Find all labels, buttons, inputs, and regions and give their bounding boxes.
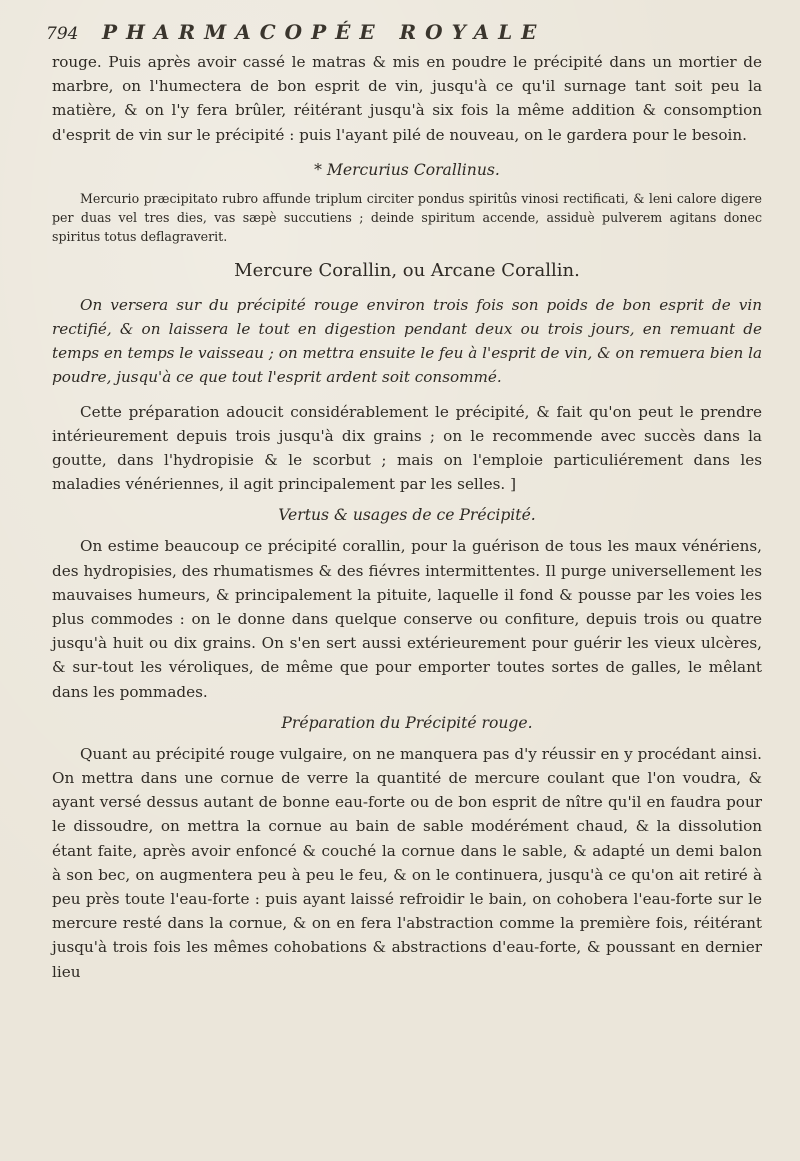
paragraph-preparation: Quant au précipité rouge vulgaire, on ne manquera pas d'y réussir en y procédant ainsi. On mettra dans une cornue de verre la quantité de mercure coulant que l'on voudra, & ayant versé dessus autant de bonne eau-forte ou de bon esprit de nître qu'il en faudra pour le dissoudre, on mettra la cornue au bain de sable modérément chaud, & la dissolution étant faite, après avoir enfoncé & couché la cornue dans le sable, & adapté un demi balon à son bec, on augmentera peu à peu le feu, & on le continuera, jusqu'à ce qu'on ait retiré à peu près toute l'eau-forte : puis ayant laissé refroidir le bain, on cohobera l'eau-forte sur le mercure resté dans la cornue, & on en fera l'abstraction comme la première fois, réitérant jusqu'à trois fois les mêmes cohobations & abstractions d'eau-forte, & poussant en dernier lieu: [52, 744, 762, 981]
heading-mercurius-corallinus: * Mercurius Corallinus.: [314, 160, 500, 179]
running-title: PHARMACOPÉE ROYALE: [102, 20, 546, 44]
heading-vertus: Vertus & usages de ce Précipité.: [278, 506, 536, 525]
italic-recipe: On versera sur du précipité rouge environ trois fois son poids de bon esprit de vin rectifié, & on laissera le tout en digestion pendant deux ou trois jours, en remuant de temps en temps le vaisseau ; on mettra ensuite le feu à l'esprit de vin, & on remuera bien la poudre, jusqu'à ce que tout l'esprit ardent soit consommé.: [52, 295, 762, 387]
paragraph-vertus: On estime beaucoup ce précipité corallin, pour la guérison de tous les maux vénériens, des hydropisies, des rhumatismes & des fiévres intermittentes. Il purge universellement les mauvaises humeurs, & principalement la pituite, laquelle il fond & pousse par les voies les plus commodes : on le donne dans quelque conserve ou confiture, depuis trois ou quatre jusqu'à huit ou dix grains. On s'en sert aussi extérieurement pour guérir les vieux ulcères, & sur-tout les véroliques, de même que pour emporter toutes sortes de galles, le mêlant dans les pommades.: [52, 537, 762, 701]
heading-preparation: Préparation du Précipité rouge.: [281, 713, 533, 732]
latin-recipe: Mercurio præcipitato rubro affunde triplum circiter pondus spiritûs vinosi rectificati, & leni calore digere per duas vel tres dies, vas sæpè succutiens ; deinde spiritum accende, assiduè pulverem agitans donec spiritus totus deflagraverit.: [52, 190, 762, 244]
heading-mercure-corallin: Mercure Corallin, ou Arcane Corallin.: [234, 259, 580, 281]
page-number: 794: [46, 24, 79, 44]
spacer: [52, 390, 762, 400]
page-header: [46, 20, 762, 44]
paragraph-preparation-note: Cette préparation adoucit considérablement le précipité, & fait qu'on peut le prendre intérieurement depuis trois jusqu'à dix grains ; on le recommende avec succès dans la goutte, dans l'hydropisie & le scorbut ; mais on l'emploie particuliérement dans les maladies vénériennes, il agit principalement par les selles. ]: [52, 402, 762, 494]
paragraph-continuation: rouge. Puis après avoir cassé le matras & mis en poudre le précipité dans un mortier de marbre, on l'humectera de bon esprit de vin, jusqu'à ce qu'il surnage tant soit peu la matière, & on l'y fera brûler, réitérant jusqu'à six fois la même addition & consomption d'esprit de vin sur le précipité : puis l'ayant pilé de nouveau, on le gardera pour le besoin.: [52, 53, 762, 144]
